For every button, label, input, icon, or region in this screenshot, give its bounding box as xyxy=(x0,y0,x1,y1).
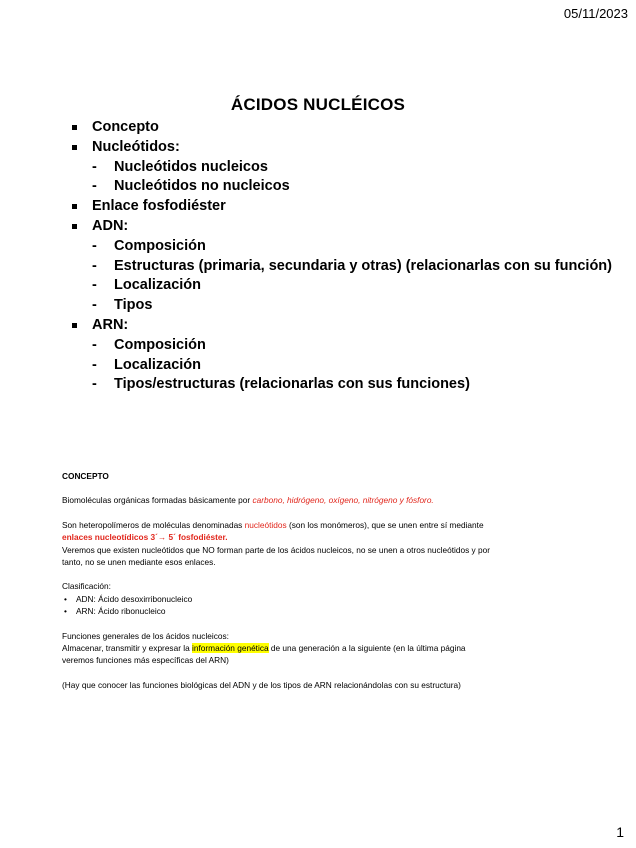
structure-note: Veremos que existen nucleótidos que NO forman parte de los ácidos nucleicos, no se unen a otros nucleótidos y por xyxy=(62,544,491,555)
classification-item xyxy=(62,593,582,605)
classification-item xyxy=(62,605,582,617)
outline-subitem xyxy=(72,237,632,257)
classification-label: ADN: Ácido desoxirribonucleico xyxy=(76,593,193,604)
structure-note: tanto, no se unen mediante esos enlaces. xyxy=(62,557,216,568)
dash-bullet-icon: - xyxy=(92,158,97,175)
topic-outline xyxy=(72,118,632,395)
nucleotides-highlight: nucleótidos xyxy=(244,519,287,530)
functions-heading: Funciones generales de los ácidos nucleicos: xyxy=(62,630,229,641)
square-bullet-icon xyxy=(72,145,77,150)
functions-note: veremos funciones más específicas del ARN) xyxy=(62,655,229,666)
outline-subitem-label: Nucleótidos no nucleicos xyxy=(114,178,290,195)
dash-bullet-icon: - xyxy=(92,237,97,254)
outline-subitem-label: Composición xyxy=(114,237,206,254)
page-number: 1 xyxy=(616,824,624,840)
outline-subitem-label: Localización xyxy=(114,356,202,373)
outline-subitem xyxy=(72,177,632,197)
final-note: (Hay que conocer las funciones biológicas del ADN y de los tipos de ARN relacionándolas con su estructura) xyxy=(62,679,461,690)
dash-bullet-icon: - xyxy=(92,277,97,294)
bullet-dot-icon: • xyxy=(64,593,67,604)
notes-heading: CONCEPTO xyxy=(62,471,109,481)
square-bullet-icon xyxy=(72,323,77,328)
structure-paragraph xyxy=(62,519,582,531)
dash-bullet-icon: - xyxy=(92,257,97,274)
outline-subitem-label: Localización xyxy=(114,277,202,294)
page-title: ÁCIDOS NUCLÉICOS xyxy=(230,95,406,114)
outline-subitem xyxy=(72,296,632,316)
date-header: 05/11/2023 xyxy=(563,6,628,21)
dash-bullet-icon: - xyxy=(92,178,97,195)
outline-item xyxy=(72,217,632,237)
classification-heading: Clasificación: xyxy=(62,581,111,592)
outline-subitem xyxy=(72,375,632,395)
outline-subitem-label: Estructuras (primaria, secundaria y otras) (relacionarlas con su función) xyxy=(114,257,612,274)
structure-text: Son heteropolímeros de moléculas denominadas xyxy=(62,519,245,530)
outline-subitem xyxy=(72,336,632,356)
outline-subitem xyxy=(72,276,632,296)
definition-paragraph xyxy=(62,494,582,506)
elements-highlight: carbono, hidrógeno, oxígeno, nitrógeno y fósforo. xyxy=(252,495,434,506)
outline-item-label: Nucleótidos: xyxy=(92,138,180,155)
square-bullet-icon xyxy=(72,224,77,229)
outline-item-label: Concepto xyxy=(92,119,159,135)
dash-bullet-icon: - xyxy=(92,336,97,353)
genetic-info-highlight: información genética xyxy=(192,643,269,654)
bullet-dot-icon: • xyxy=(64,606,67,617)
bond-highlight: enlaces nucleotídicos 3´→ 5´ fosfodiéster. xyxy=(62,532,228,543)
outline-subitem-label: Tipos/estructuras (relacionarlas con sus funciones) xyxy=(114,376,470,393)
square-bullet-icon xyxy=(72,125,77,130)
outline-item xyxy=(72,197,632,217)
dash-bullet-icon: - xyxy=(92,376,97,393)
outline-item xyxy=(72,316,632,336)
structure-text: (son los monómeros), que se unen entre sí mediante xyxy=(286,519,484,530)
definition-text: Biomoléculas orgánicas formadas básicamente por xyxy=(62,495,253,506)
outline-item-label: ADN: xyxy=(92,217,129,234)
functions-text: Almacenar, transmitir y expresar la xyxy=(62,643,193,654)
outline-subitem xyxy=(72,257,632,277)
outline-subitem-label: Tipos xyxy=(114,297,153,314)
outline-item-label: ARN: xyxy=(92,316,129,333)
outline-item-label: Enlace fosfodiéster xyxy=(92,198,226,215)
square-bullet-icon xyxy=(72,204,77,209)
notes-section xyxy=(62,470,582,691)
functions-paragraph xyxy=(62,642,582,654)
outline-item xyxy=(72,138,632,158)
outline-item xyxy=(72,118,632,138)
classification-label: ARN: Ácido ribonucleico xyxy=(76,606,166,617)
outline-subitem-label: Composición xyxy=(114,336,206,353)
functions-text: de una generación a la siguiente (en la última página xyxy=(268,643,466,654)
outline-subitem-label: Nucleótidos nucleicos xyxy=(114,158,268,175)
outline-subitem xyxy=(72,158,632,178)
dash-bullet-icon: - xyxy=(92,297,97,314)
dash-bullet-icon: - xyxy=(92,356,97,373)
outline-subitem xyxy=(72,356,632,376)
